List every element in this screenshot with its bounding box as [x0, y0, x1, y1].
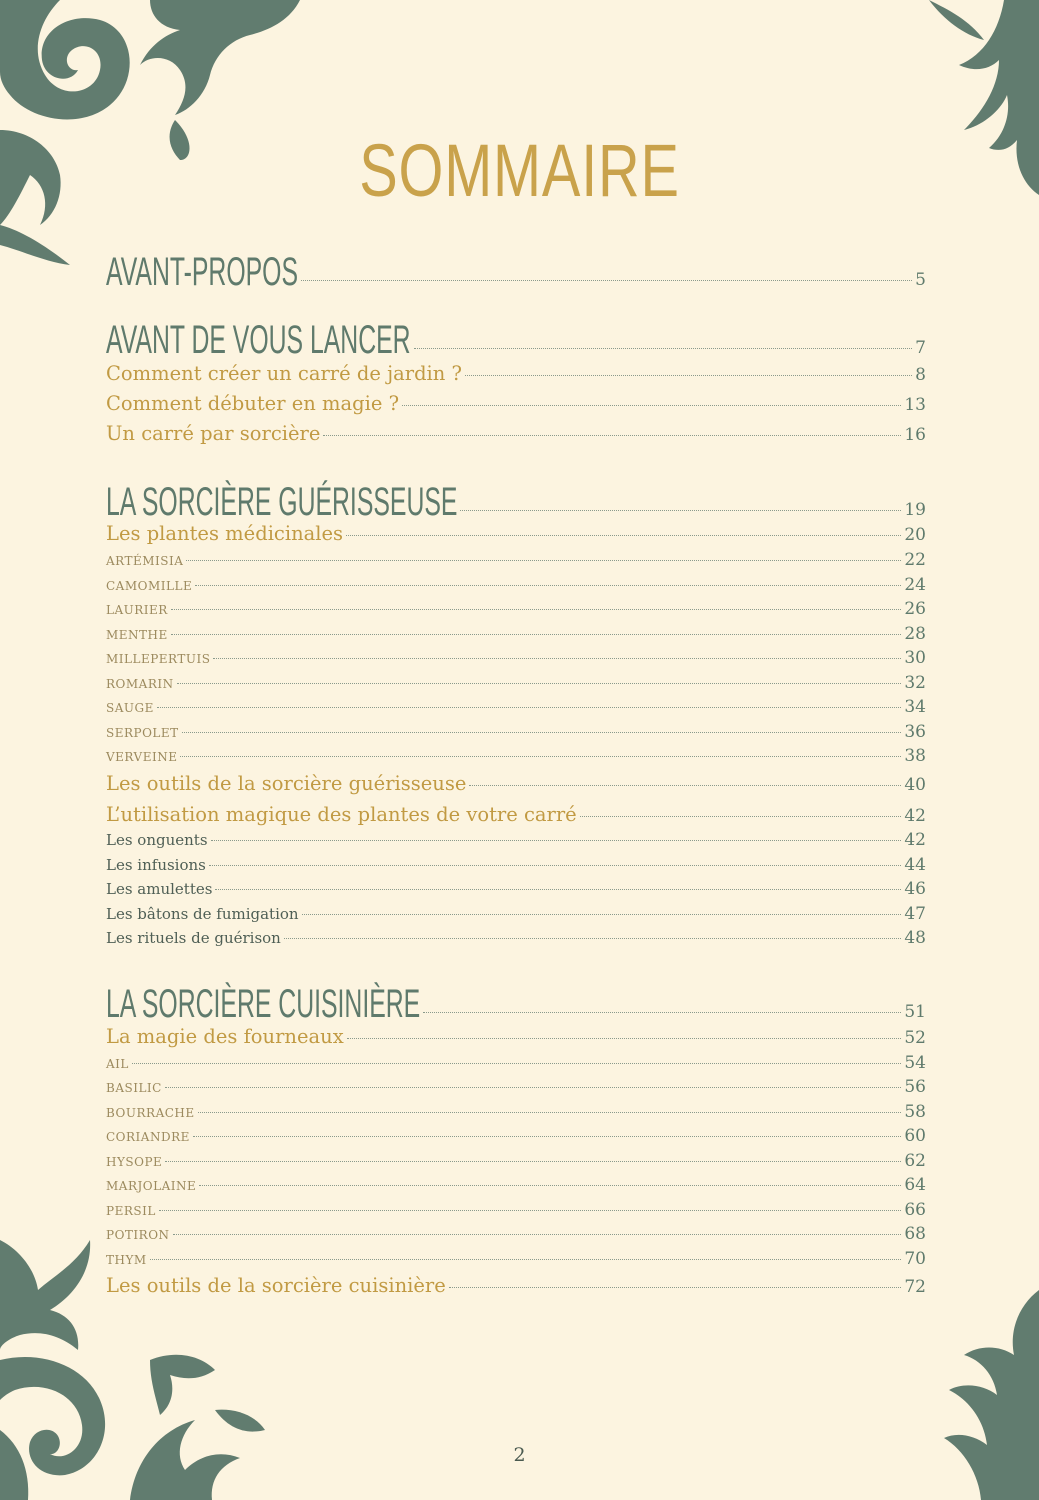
toc-entry-row: [106, 1200, 926, 1220]
toc-page-number: 13: [904, 395, 926, 415]
toc-page-number: 40: [904, 775, 926, 795]
toc-section-row: [106, 422, 926, 445]
toc-entry-title: CAMOMILLE: [106, 579, 193, 593]
dot-leader: [171, 609, 902, 610]
toc-chapter-row: [106, 250, 926, 294]
toc-section-row: [106, 772, 926, 795]
toc-page-number: 66: [904, 1200, 926, 1220]
toc-entry-title: AIL: [106, 1057, 129, 1071]
toc-entry-row: [106, 1077, 926, 1097]
toc-entry-title: Les plantes médicinales: [106, 522, 344, 545]
dot-leader: [180, 756, 901, 757]
toc-entry-row: [106, 599, 926, 619]
toc-entry-title: MILLEPERTUIS: [106, 652, 211, 666]
toc-entry-title: Les rituels de guérison: [106, 929, 281, 947]
toc-page-number: 22: [904, 550, 926, 570]
toc-chapter-row: [106, 480, 926, 524]
dot-leader: [171, 634, 902, 635]
toc-page-number: 64: [904, 1175, 926, 1195]
dot-leader: [449, 1287, 902, 1288]
toc-page-number: 56: [904, 1077, 926, 1097]
toc-entry-title: Les onguents: [106, 831, 208, 849]
page-number: 2: [513, 1444, 526, 1466]
toc-page-number: 24: [904, 575, 926, 595]
toc-entry-row: [106, 1249, 926, 1269]
toc-entry-title: Les infusions: [106, 856, 206, 874]
toc-page-number: 5: [915, 270, 926, 290]
dot-leader: [199, 1185, 901, 1186]
toc-entry-title: La magie des fourneaux: [106, 1025, 344, 1048]
toc-entry-row: [106, 550, 926, 570]
toc-entry-row: [106, 575, 926, 595]
dot-leader: [209, 865, 902, 866]
dot-leader: [414, 348, 912, 349]
dot-leader: [402, 405, 901, 406]
toc-entry-row: [106, 746, 926, 766]
toc-page-number: 46: [904, 879, 926, 899]
toc-entry-title: Les amulettes: [106, 880, 213, 898]
toc-entry-title: HYSOPE: [106, 1155, 163, 1169]
toc-entry-title: POTIRON: [106, 1228, 170, 1242]
toc-entry-title: BASILIC: [106, 1081, 162, 1095]
dot-leader: [165, 1161, 901, 1162]
toc-entry-title: VERVEINE: [106, 750, 178, 764]
dot-leader: [198, 1112, 902, 1113]
toc-page-number: 70: [904, 1249, 926, 1269]
toc-page-number: 38: [904, 746, 926, 766]
toc-entry-title: ARTÉMISIA: [106, 554, 184, 568]
toc-entry-title: LA SORCIÈRE GUÉRISSEUSE: [106, 480, 458, 524]
dot-leader: [215, 889, 901, 890]
dot-leader: [346, 535, 901, 536]
dot-leader: [157, 707, 902, 708]
toc-page-number: 54: [904, 1053, 926, 1073]
dot-leader: [580, 816, 902, 817]
dot-leader: [195, 585, 901, 586]
toc-page-number: 68: [904, 1224, 926, 1244]
dot-leader: [186, 560, 901, 561]
toc-page-number: 8: [915, 365, 926, 385]
dot-leader: [193, 1136, 901, 1137]
toc-entry-title: AVANT-PROPOS: [106, 250, 299, 294]
toc-page-number: 28: [904, 624, 926, 644]
dot-leader: [150, 1259, 902, 1260]
toc-page-number: 20: [904, 525, 926, 545]
toc-page-number: 48: [904, 928, 926, 948]
toc-entry-title: Les bâtons de fumigation: [106, 905, 299, 923]
toc-section-row: [106, 522, 926, 545]
toc-page-number: 52: [904, 1028, 926, 1048]
dot-leader: [469, 785, 901, 786]
toc-entry-title: SAUGE: [106, 701, 154, 715]
toc-entry-title: Les outils de la sorcière guérisseuse: [106, 772, 467, 795]
dot-leader: [165, 1087, 902, 1088]
toc-page-number: 34: [904, 697, 926, 717]
toc-chapter-row: [106, 318, 926, 362]
toc-page-number: 62: [904, 1151, 926, 1171]
toc-page-number: 36: [904, 722, 926, 742]
toc-page-number: 42: [904, 806, 926, 826]
toc-entry-title: LAURIER: [106, 603, 168, 617]
toc-entry-title: BOURRACHE: [106, 1106, 195, 1120]
toc-entry-row: [106, 1102, 926, 1122]
toc-entry-title: Un carré par sorcière: [106, 422, 321, 445]
toc-section-row: [106, 392, 926, 415]
toc-page-number: 7: [915, 338, 926, 358]
dot-leader: [177, 683, 902, 684]
toc-entry-row: [106, 673, 926, 693]
toc-chapter-row: [106, 982, 926, 1026]
toc-entry-title: AVANT DE VOUS LANCER: [106, 318, 411, 362]
toc-entry-row: [106, 624, 926, 644]
toc-entry-row: [106, 1151, 926, 1171]
leaf-scroll-ornament-top-right: [929, 0, 1039, 200]
dot-leader: [460, 510, 901, 511]
dot-leader: [213, 658, 901, 659]
toc-entry-row: [106, 1053, 926, 1073]
toc-entry-row: [106, 722, 926, 742]
toc-entry-title: LA SORCIÈRE CUISINIÈRE: [106, 982, 421, 1026]
toc-entry-title: MARJOLAINE: [106, 1179, 197, 1193]
dot-leader: [423, 1012, 901, 1013]
dot-leader: [302, 914, 902, 915]
dot-leader: [465, 375, 912, 376]
toc-entry-title: SERPOLET: [106, 726, 179, 740]
dot-leader: [301, 280, 912, 281]
toc-section-row: [106, 803, 926, 826]
toc-entry-title: MENTHE: [106, 628, 168, 642]
toc-page-number: 26: [904, 599, 926, 619]
dot-leader: [347, 1038, 902, 1039]
toc-entry-title: Comment débuter en magie ?: [106, 392, 400, 415]
toc-page-number: 42: [904, 830, 926, 850]
toc-page-number: 58: [904, 1102, 926, 1122]
leaf-scroll-ornament-bottom-right: [919, 1290, 1039, 1500]
toc-entry-title: PERSIL: [106, 1204, 156, 1218]
toc-entry-row: [106, 648, 926, 668]
toc-entry-row: [106, 1224, 926, 1244]
page-title: SOMMAIRE: [359, 129, 680, 212]
toc-sub-row: [106, 879, 926, 899]
toc-sub-row: [106, 830, 926, 850]
toc-page-number: 51: [904, 1002, 926, 1022]
dot-leader: [284, 938, 902, 939]
toc-entry-title: L’utilisation magique des plantes de votre carré: [106, 803, 577, 826]
toc-sub-row: [106, 855, 926, 875]
dot-leader: [173, 1234, 902, 1235]
dot-leader: [159, 1210, 902, 1211]
toc-entry-row: [106, 1175, 926, 1195]
toc-page-number: 60: [904, 1126, 926, 1146]
toc-entry-title: ROMARIN: [106, 677, 174, 691]
dot-leader: [182, 732, 902, 733]
toc-entry-title: Les outils de la sorcière cuisinière: [106, 1274, 446, 1297]
dot-leader: [211, 840, 902, 841]
toc-sub-row: [106, 904, 926, 924]
toc-page-number: 44: [904, 855, 926, 875]
toc-page-number: 32: [904, 673, 926, 693]
toc-entry-title: THYM: [106, 1253, 147, 1267]
toc-entry-title: CORIANDRE: [106, 1130, 190, 1144]
toc-section-row: [106, 1025, 926, 1048]
dot-leader: [323, 435, 901, 436]
toc-entry-row: [106, 697, 926, 717]
toc-entry-title: Comment créer un carré de jardin ?: [106, 362, 463, 385]
toc-page-number: 72: [904, 1277, 926, 1297]
toc-entry-row: [106, 1126, 926, 1146]
toc-section-row: [106, 1274, 926, 1297]
toc-page-number: 16: [904, 425, 926, 445]
toc-page-number: 47: [904, 904, 926, 924]
toc-page-number: 19: [904, 500, 926, 520]
toc-section-row: [106, 362, 926, 385]
toc-page-number: 30: [904, 648, 926, 668]
toc-sub-row: [106, 928, 926, 948]
dot-leader: [132, 1063, 901, 1064]
